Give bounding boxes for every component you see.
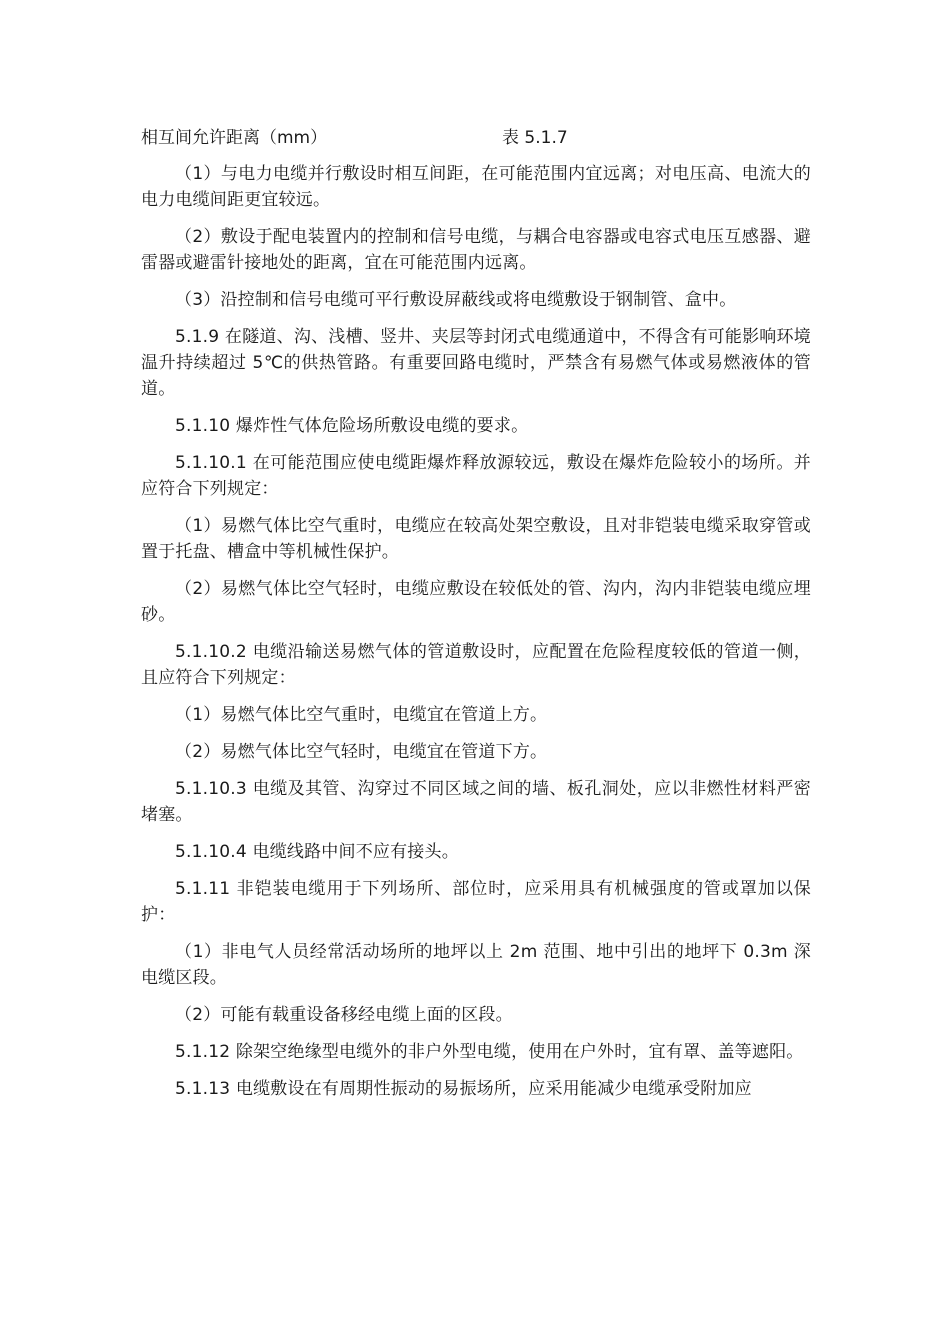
paragraph: 5.1.10.2 电缆沿输送易燃气体的管道敷设时，应配置在危险程度较低的管道一侧，且应符合下列规定： bbox=[141, 642, 811, 688]
paragraph: （2）敷设于配电装置内的控制和信号电缆，与耦合电容器或电容式电压互感器、避雷器或避雷针接地处的距离，宜在可能范围内远离。 bbox=[141, 227, 811, 273]
paragraph: （3）沿控制和信号电缆可平行敷设屏蔽线或将电缆敷设于钢制管、盒中。 bbox=[175, 290, 737, 310]
paragraph: （2）易燃气体比空气轻时，电缆宜在管道下方。 bbox=[175, 742, 548, 762]
paragraph: （2）可能有载重设备移经电缆上面的区段。 bbox=[175, 1005, 513, 1025]
paragraph: 5.1.9 在隧道、沟、浅槽、竖井、夹层等封闭式电缆通道中，不得含有可能影响环境温升持续超过 5℃的供热管路。有重要回路电缆时，严禁含有易燃气体或易燃液体的管道。 bbox=[141, 327, 811, 399]
table-number: 表 5.1.7 bbox=[502, 128, 568, 148]
paragraph: （1）与电力电缆并行敷设时相互间距，在可能范围内宜远离；对电压高、电流大的电力电缆间距更宜较远。 bbox=[141, 164, 811, 210]
table-caption-title: 相互间允许距离（mm） bbox=[141, 128, 328, 148]
paragraph: 5.1.10.4 电缆线路中间不应有接头。 bbox=[175, 842, 459, 862]
paragraph: 5.1.13 电缆敷设在有周期性振动的易振场所，应采用能减少电缆承受附加应 bbox=[175, 1079, 752, 1099]
paragraph: 5.1.12 除架空绝缘型电缆外的非户外型电缆，使用在户外时，宜有罩、盖等遮阳。 bbox=[175, 1042, 804, 1062]
paragraph: （1）易燃气体比空气重时，电缆宜在管道上方。 bbox=[175, 705, 548, 725]
paragraph: 5.1.10.3 电缆及其管、沟穿过不同区域之间的墙、板孔洞处，应以非燃性材料严密堵塞。 bbox=[141, 779, 811, 825]
document-page bbox=[141, 125, 811, 1113]
paragraph: （2）易燃气体比空气轻时，电缆应敷设在较低处的管、沟内，沟内非铠装电缆应埋砂。 bbox=[141, 579, 811, 625]
paragraph: 5.1.11 非铠装电缆用于下列场所、部位时，应采用具有机械强度的管或罩加以保护： bbox=[141, 879, 811, 925]
paragraph: （1）易燃气体比空气重时，电缆应在较高处架空敷设，且对非铠装电缆采取穿管或置于托盘、槽盒中等机械性保护。 bbox=[141, 516, 811, 562]
table-caption bbox=[141, 125, 811, 151]
paragraph: 5.1.10.1 在可能范围应使电缆距爆炸释放源较远，敷设在爆炸危险较小的场所。并应符合下列规定： bbox=[141, 453, 811, 499]
paragraph: 5.1.10 爆炸性气体危险场所敷设电缆的要求。 bbox=[175, 416, 529, 436]
paragraph: （1）非电气人员经常活动场所的地坪以上 2m 范围、地中引出的地坪下 0.3m 深电缆区段。 bbox=[141, 942, 811, 988]
